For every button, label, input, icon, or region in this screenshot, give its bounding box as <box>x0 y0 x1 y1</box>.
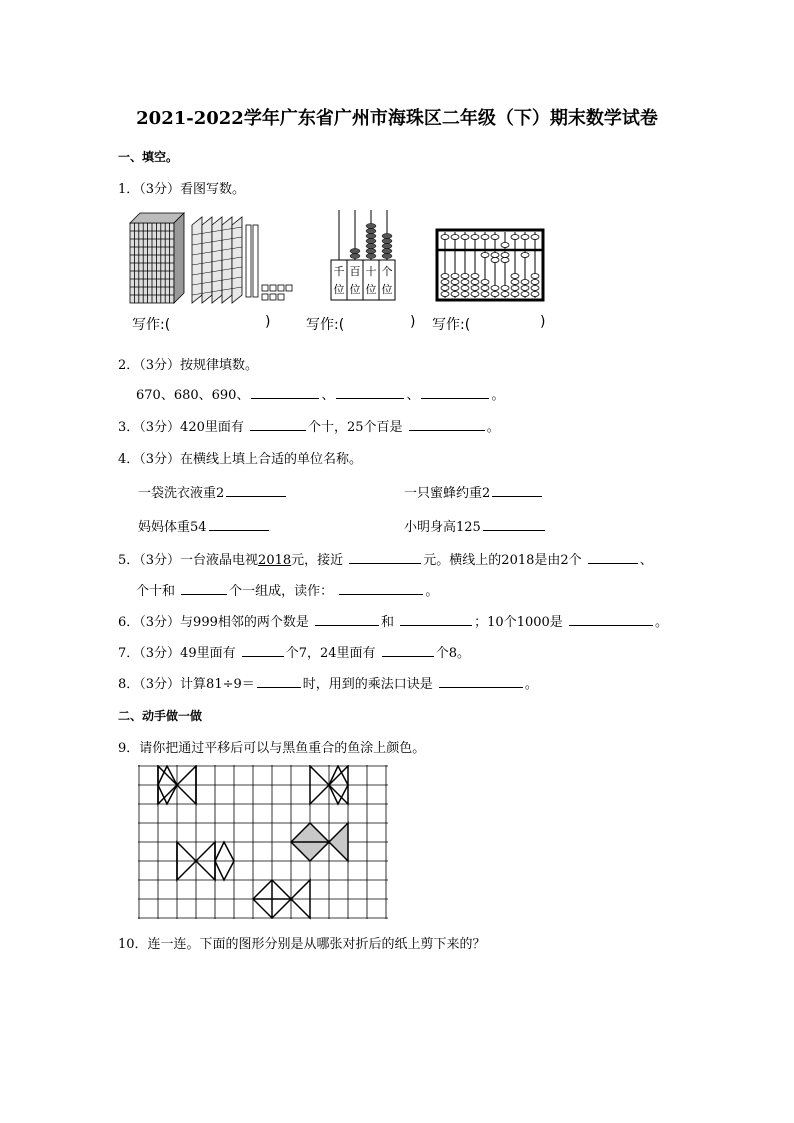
write-label-1: 写作:( <box>132 317 171 333</box>
write-label-2: 写作:( <box>306 317 345 333</box>
answer-blank[interactable] <box>382 644 434 657</box>
question-text: 8．（3分）计算81÷9＝ <box>118 677 255 692</box>
answer-blank[interactable] <box>242 644 284 657</box>
question-text: 元，接近 <box>291 553 344 568</box>
question-text: 个十，25个百是 <box>308 420 403 435</box>
answer-blank[interactable] <box>569 613 653 626</box>
write-close-3: ) <box>540 314 546 330</box>
place-label-thousands: 千 <box>333 265 345 278</box>
question-text: 元。横线上的2018是由2个 <box>423 553 582 568</box>
place-label-wei: 位 <box>365 283 377 296</box>
question-3 <box>118 416 500 435</box>
section-heading-2: 二、动手做一做 <box>118 709 203 723</box>
answer-blank[interactable] <box>588 551 638 564</box>
section-heading-1: 一、填空。 <box>118 150 179 164</box>
question-10: 10．连一连。下面的图形分别是从哪张对折后的纸上剪下来的？ <box>118 937 486 952</box>
answer-blank[interactable] <box>226 484 286 497</box>
place-label-wei: 位 <box>349 283 361 296</box>
answer-blank[interactable] <box>492 484 542 497</box>
question-4-item-2 <box>404 482 544 501</box>
place-label-tens: 十 <box>365 265 377 278</box>
sequence-given: 670、680、690、 <box>136 388 250 403</box>
answer-blank[interactable] <box>257 675 301 688</box>
answer-blank[interactable] <box>209 518 269 531</box>
place-label-wei: 位 <box>333 283 345 296</box>
sentence-end: 。 <box>425 584 439 599</box>
place-label-hundreds: 百 <box>349 265 361 278</box>
item-text: 一袋洗衣液重2 <box>138 486 225 501</box>
write-label-3: 写作:( <box>432 317 471 333</box>
answer-blank[interactable] <box>409 418 485 431</box>
answer-blank[interactable] <box>251 386 319 399</box>
sentence-end: 。 <box>524 677 538 692</box>
base-ten-blocks-figure <box>122 205 297 310</box>
item-text: 一只蜜蜂约重2 <box>404 486 491 501</box>
question-text: 个十和 <box>136 584 176 599</box>
answer-blank[interactable] <box>336 386 404 399</box>
question-text: 6．（3分）与999相邻的两个数是 <box>118 615 309 630</box>
underlined-number: 2018 <box>258 553 292 568</box>
separator: 、 <box>406 388 420 403</box>
question-text: 和 <box>381 615 395 630</box>
sentence-end: 。 <box>654 615 668 630</box>
sentence-end: 个8。 <box>435 646 470 661</box>
answer-blank[interactable] <box>315 613 379 626</box>
question-2: 2．（3分）按规律填数。 <box>118 358 259 373</box>
answer-blank[interactable] <box>181 582 227 595</box>
question-text: 时，用到的乘法口诀是 <box>302 677 433 692</box>
abacus-figure <box>435 228 547 304</box>
write-close-2: ) <box>410 314 416 330</box>
question-5-line-2 <box>136 580 438 599</box>
fish-grid-figure <box>138 765 390 921</box>
question-4: 4．（3分）在横线上填上合适的单位名称。 <box>118 452 363 467</box>
question-text: ；10个1000是 <box>474 615 563 630</box>
separator: 、 <box>639 553 653 568</box>
question-1: 1．（3分）看图写数。 <box>118 182 246 197</box>
question-text: 个一组成，读作： <box>229 584 334 599</box>
answer-blank[interactable] <box>339 582 423 595</box>
item-text: 小明身高125 <box>404 520 481 535</box>
question-text: 3．（3分）420里面有 <box>118 420 244 435</box>
answer-blank[interactable] <box>439 675 523 688</box>
question-text: 7．（3分）49里面有 <box>118 646 236 661</box>
question-2-sequence <box>136 384 505 403</box>
place-label-wei: 位 <box>381 283 393 296</box>
answer-blank[interactable] <box>483 518 545 531</box>
item-text: 妈妈体重54 <box>138 520 207 535</box>
question-4-item-3 <box>138 516 271 535</box>
place-value-counter-figure <box>325 205 405 305</box>
question-5 <box>118 549 653 568</box>
question-text: 个7，24里面有 <box>285 646 376 661</box>
answer-blank[interactable] <box>349 551 421 564</box>
separator: 、 <box>321 388 335 403</box>
place-label-ones: 个 <box>381 265 393 278</box>
page-title: 2021-2022学年广东省广州市海珠区二年级（下）期末数学试卷 <box>136 108 658 129</box>
reference-fish-shape <box>291 823 348 861</box>
question-7 <box>118 642 470 661</box>
question-6 <box>118 611 668 630</box>
question-9: 9．请你把通过平移后可以与黑鱼重合的鱼涂上颜色。 <box>118 741 426 756</box>
answer-blank[interactable] <box>400 613 472 626</box>
write-close-1: ) <box>265 314 271 330</box>
question-4-item-4 <box>404 516 547 535</box>
answer-blank[interactable] <box>250 418 306 431</box>
sentence-end: 。 <box>491 388 505 403</box>
question-4-item-1 <box>138 482 288 501</box>
question-text: 5．（3分）一台液晶电视 <box>118 553 259 568</box>
question-8 <box>118 673 538 692</box>
answer-blank[interactable] <box>421 386 489 399</box>
sentence-end: 。 <box>486 420 500 435</box>
